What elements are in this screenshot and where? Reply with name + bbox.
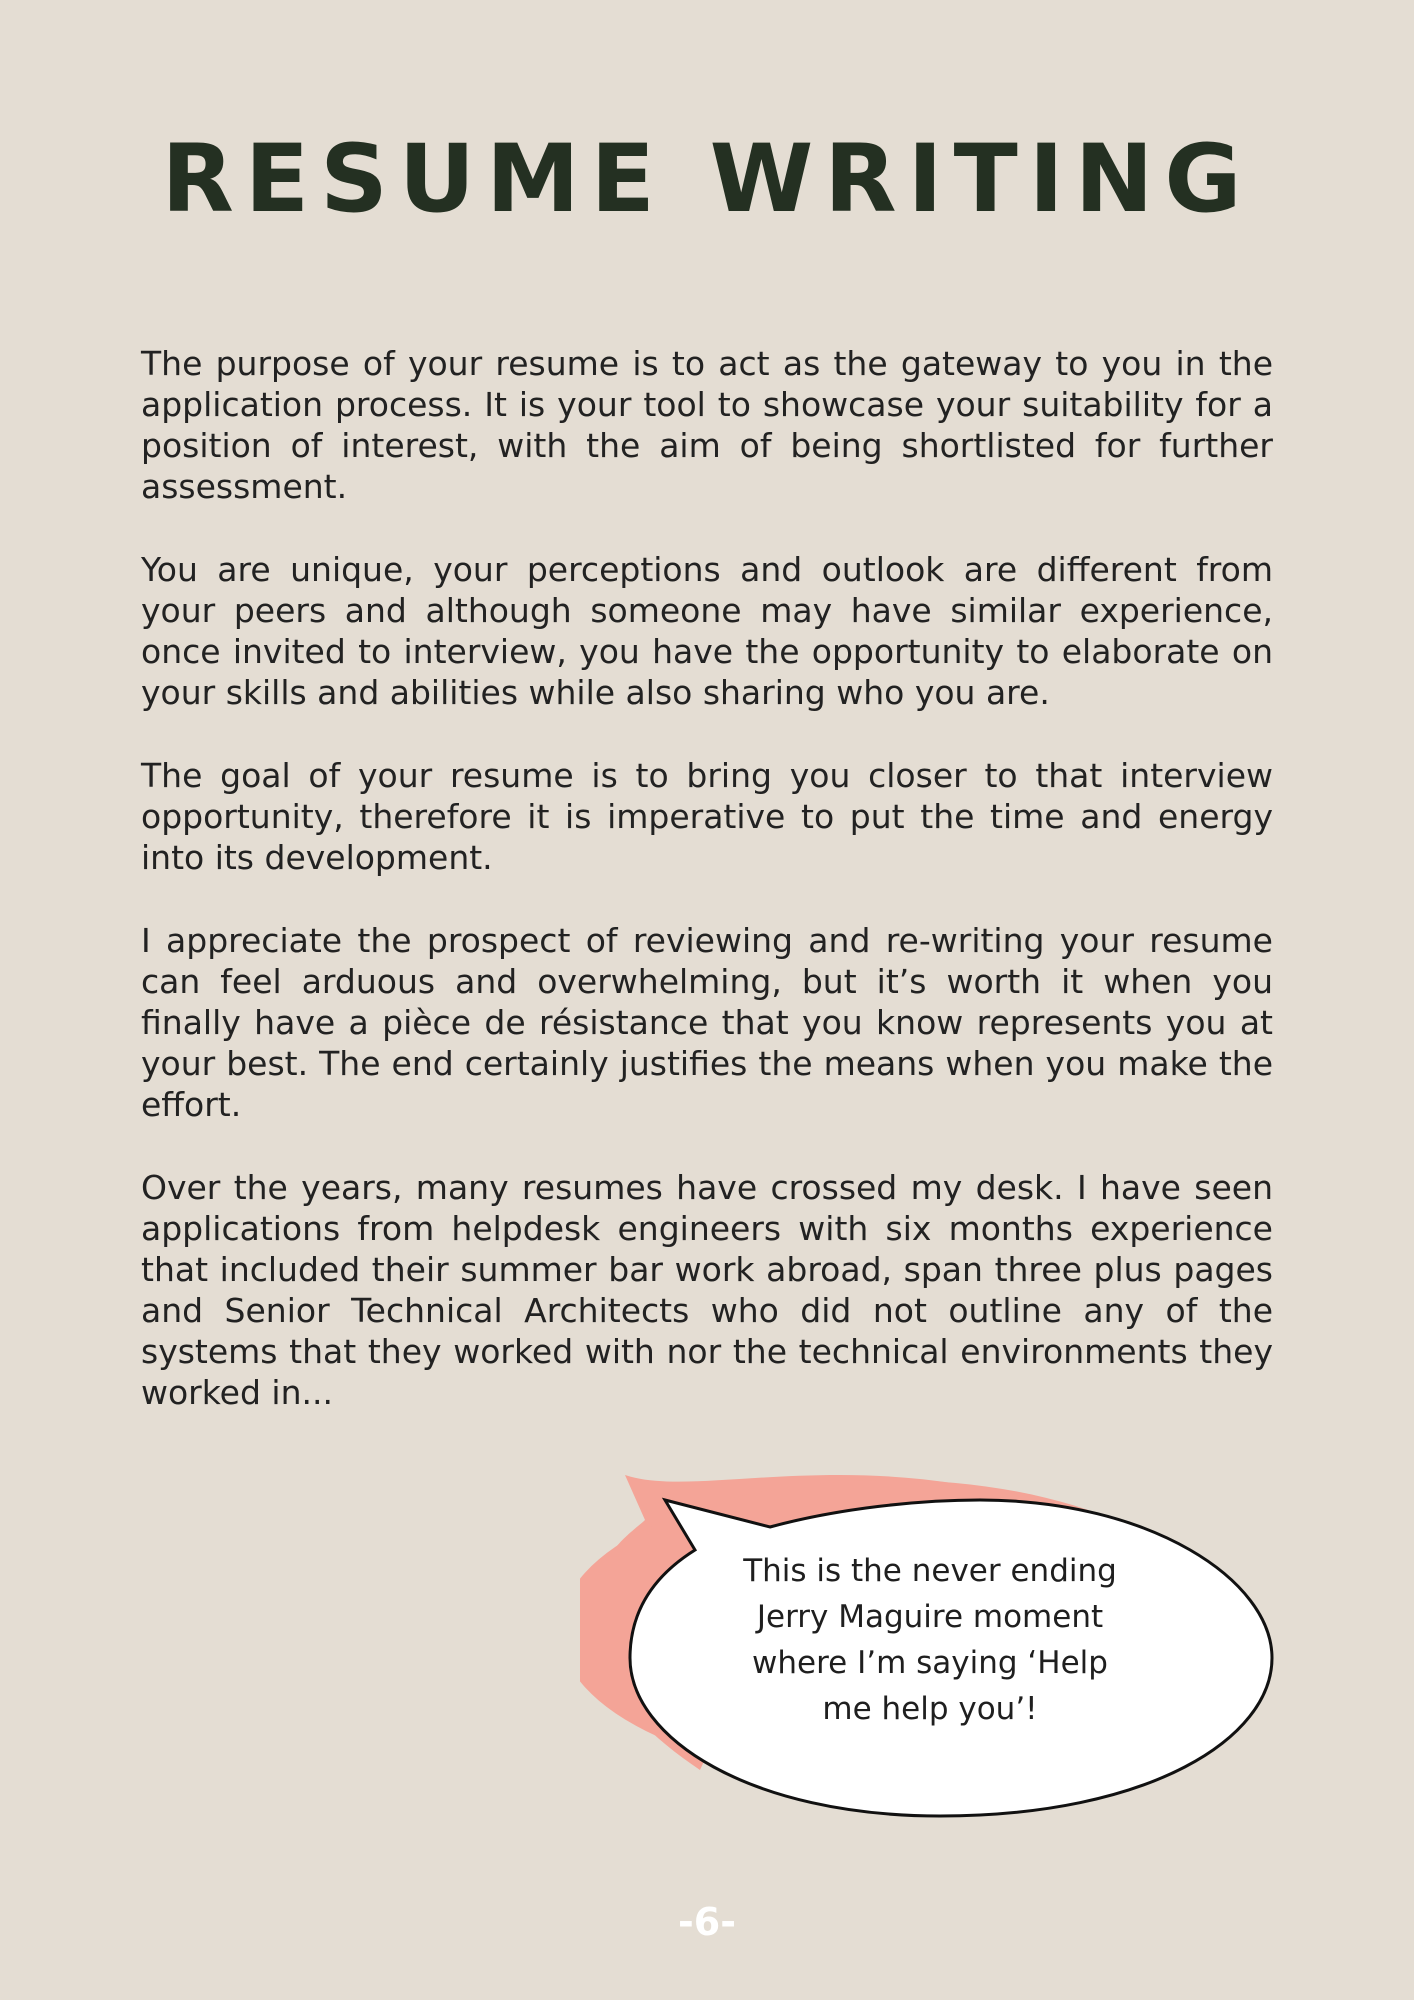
paragraph: The goal of your resume is to bring you closer to that interview opportunity, therefore it is imperative to put the time and energy into its development. xyxy=(141,756,1273,877)
paragraph: Over the years, many resumes have crossed my desk. I have seen applications from helpdesk engineers with six months experience that included their summer bar work abroad, span three plus pages and Senior Technical Architects who did not outline any of the systems that they worked with nor the technical environments they worked in... xyxy=(141,1168,1273,1412)
page-title: RESUME WRITING xyxy=(161,125,1253,234)
paragraph: I appreciate the prospect of reviewing and re-writing your resume can feel arduous and overwhelming, but it’s worth it when you finally have a pièce de résistance that you know represents you at your best. The end certainly justifies the means when you make the effort. xyxy=(141,921,1273,1124)
body-text xyxy=(141,343,1273,1455)
paragraph: The purpose of your resume is to act as the gateway to you in the application process. It is your tool to showcase your suitability for a position of interest, with the aim of being shortlisted for further assessment. xyxy=(141,344,1273,506)
speech-bubble-text: This is the never ending Jerry Maguire moment where I’m saying ‘Help me help you’! xyxy=(743,1553,1117,1727)
paragraph: You are unique, your perceptions and outlook are different from your peers and although someone may have similar experience, once invited to interview, you have the opportunity to elaborate on your skills and abilities while also sharing who you are. xyxy=(141,550,1273,712)
speech-bubble xyxy=(580,1470,1280,1830)
page-number: -6- xyxy=(678,1900,736,1944)
